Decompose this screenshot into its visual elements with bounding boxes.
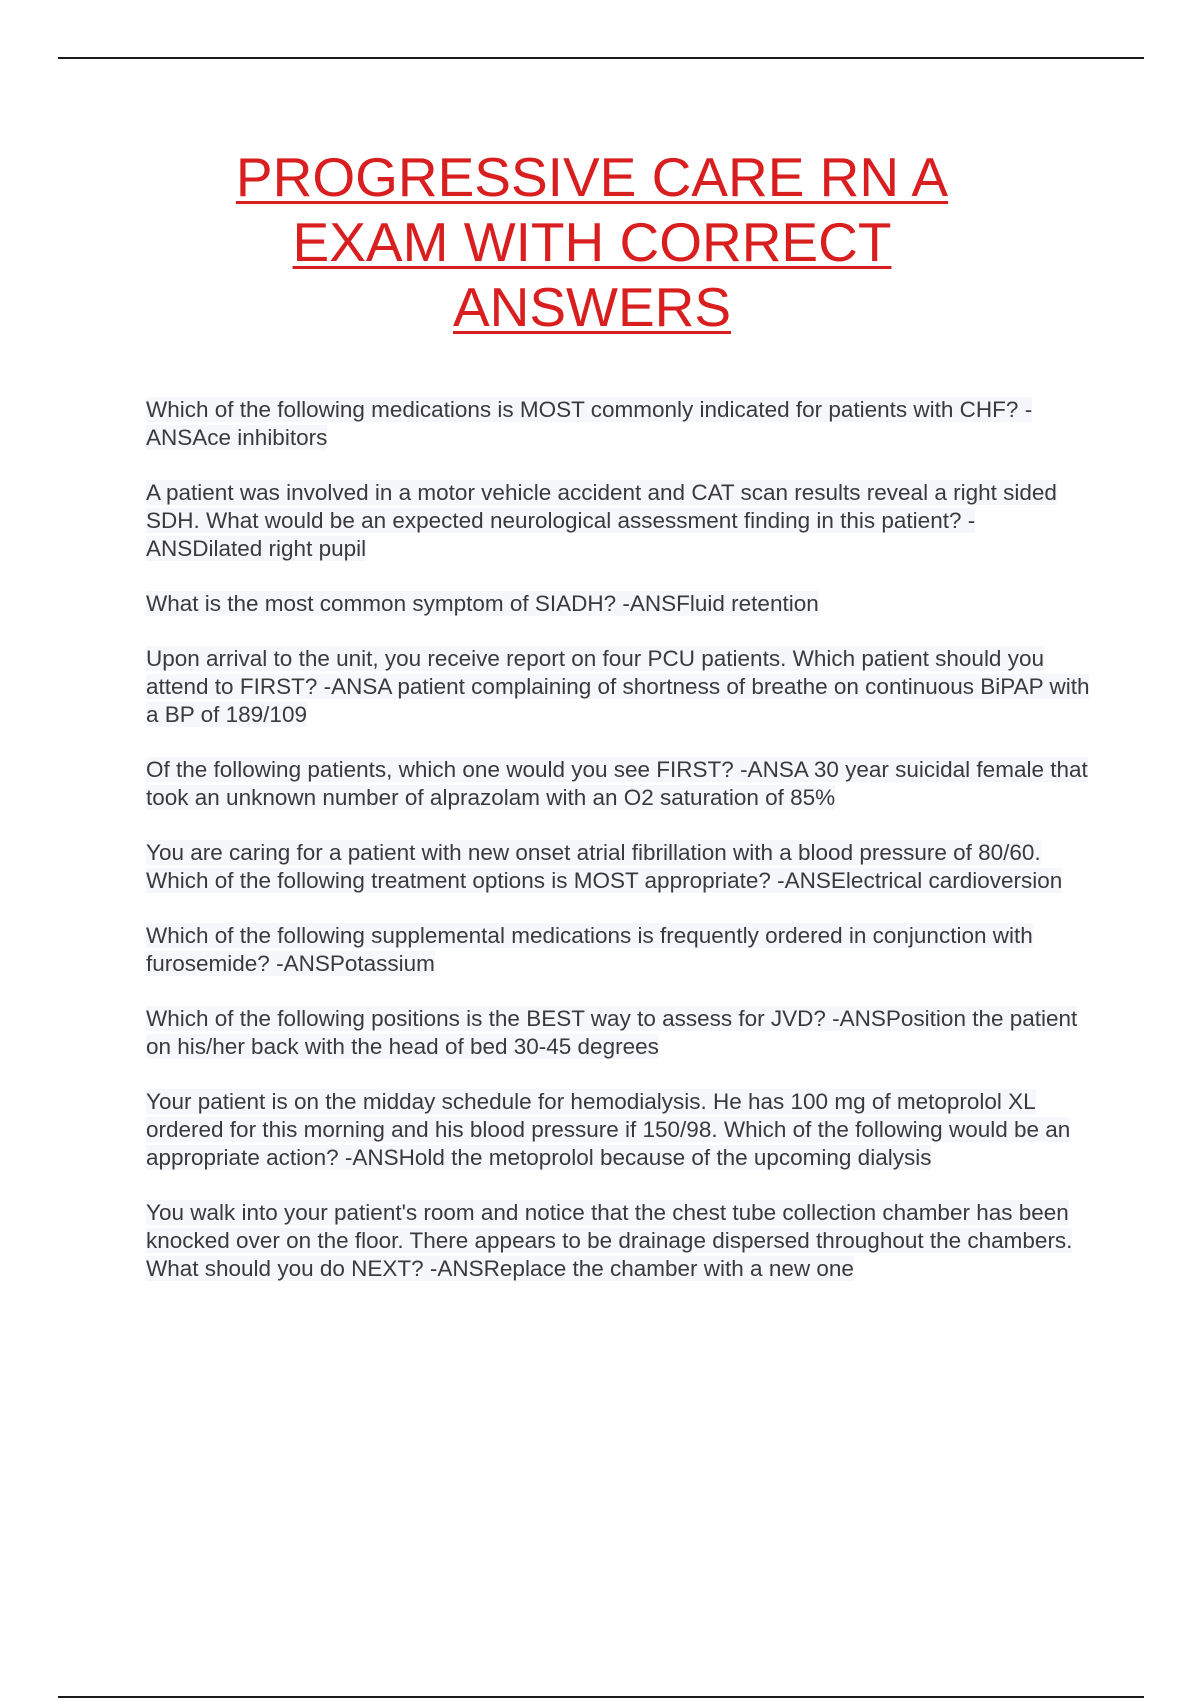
title-line-3: ANSWERS — [452, 276, 732, 338]
answer-text: Hold the metoprolol because of the upcoming dialysis — [398, 1145, 932, 1170]
qa-item-2 — [146, 479, 1090, 563]
answer-text: A 30 year suicidal female that took an unknown number of alprazolam with an O2 saturation of 85% — [146, 757, 1088, 810]
qa-item-4 — [146, 645, 1090, 729]
question-text: Of the following patients, which one would you see FIRST? — [146, 757, 734, 782]
answer-marker: -ANS — [770, 868, 831, 893]
answer-text: Ace inhibitors — [192, 425, 328, 450]
bottom-rule — [58, 1696, 1144, 1698]
question-text: Which of the following positions is the BEST way to assess for JVD? — [146, 1006, 826, 1031]
qa-item-6 — [146, 839, 1090, 895]
qa-item-1 — [146, 396, 1090, 452]
question-text: A patient was involved in a motor vehicle accident and CAT scan results reveal a right sided SDH. What would be an expected neurological assessment finding in this patient? — [146, 480, 1057, 533]
question-answer-list — [146, 396, 1090, 1310]
answer-marker: -ANS — [146, 508, 976, 561]
answer-text: Fluid retention — [676, 591, 819, 616]
answer-marker: -ANS — [146, 397, 1033, 450]
qa-item-8 — [146, 1005, 1090, 1061]
answer-marker: -ANS — [825, 1006, 886, 1031]
qa-item-10 — [146, 1199, 1090, 1283]
question-text: What is the most common symptom of SIADH? — [146, 591, 617, 616]
qa-item-5 — [146, 756, 1090, 812]
qa-item-3 — [146, 590, 1090, 618]
document-title — [150, 145, 1034, 340]
answer-text: Potassium — [329, 951, 435, 976]
answer-text: Replace the chamber with a new one — [483, 1256, 854, 1281]
question-text: You walk into your patient's room and notice that the chest tube collection chamber has been knocked over on the floor. There appears to be drainage dispersed throughout the chambers. What should you do NEXT? — [146, 1200, 1073, 1281]
answer-marker: -ANS — [317, 674, 378, 699]
qa-item-7 — [146, 922, 1090, 978]
title-line-2: EXAM WITH CORRECT — [292, 211, 892, 273]
top-rule — [58, 57, 1144, 59]
answer-marker: -ANS — [733, 757, 794, 782]
answer-text: Electrical cardioversion — [830, 868, 1063, 893]
question-text: Your patient is on the midday schedule for hemodialysis. He has 100 mg of metoprolol XL ordered for this morning and his blood pressure if 150/98. Which of the following would be an appropriate action? — [146, 1089, 1071, 1170]
question-text: Which of the following supplemental medications is frequently ordered in conjunction with furosemide? — [146, 923, 1033, 976]
title-line-1: PROGRESSIVE CARE RN A — [235, 146, 949, 208]
answer-marker: -ANS — [269, 951, 330, 976]
qa-item-9 — [146, 1088, 1090, 1172]
answer-text: A patient complaining of shortness of breathe on continuous BiPAP with a BP of 189/109 — [146, 674, 1090, 727]
answer-text: Position the patient on his/her back with the head of bed 30-45 degrees — [146, 1006, 1078, 1059]
question-text: Which of the following medications is MOST commonly indicated for patients with CHF? — [146, 397, 1019, 422]
question-text: You are caring for a patient with new onset atrial fibrillation with a blood pressure of 80/60. Which of the following treatment options is MOST appropriate? — [146, 840, 1041, 893]
answer-marker: -ANS — [338, 1145, 399, 1170]
answer-marker: -ANS — [423, 1256, 484, 1281]
answer-text: Dilated right pupil — [192, 536, 367, 561]
answer-marker: -ANS — [616, 591, 677, 616]
question-text: Upon arrival to the unit, you receive report on four PCU patients. Which patient should you attend to FIRST? — [146, 646, 1044, 699]
